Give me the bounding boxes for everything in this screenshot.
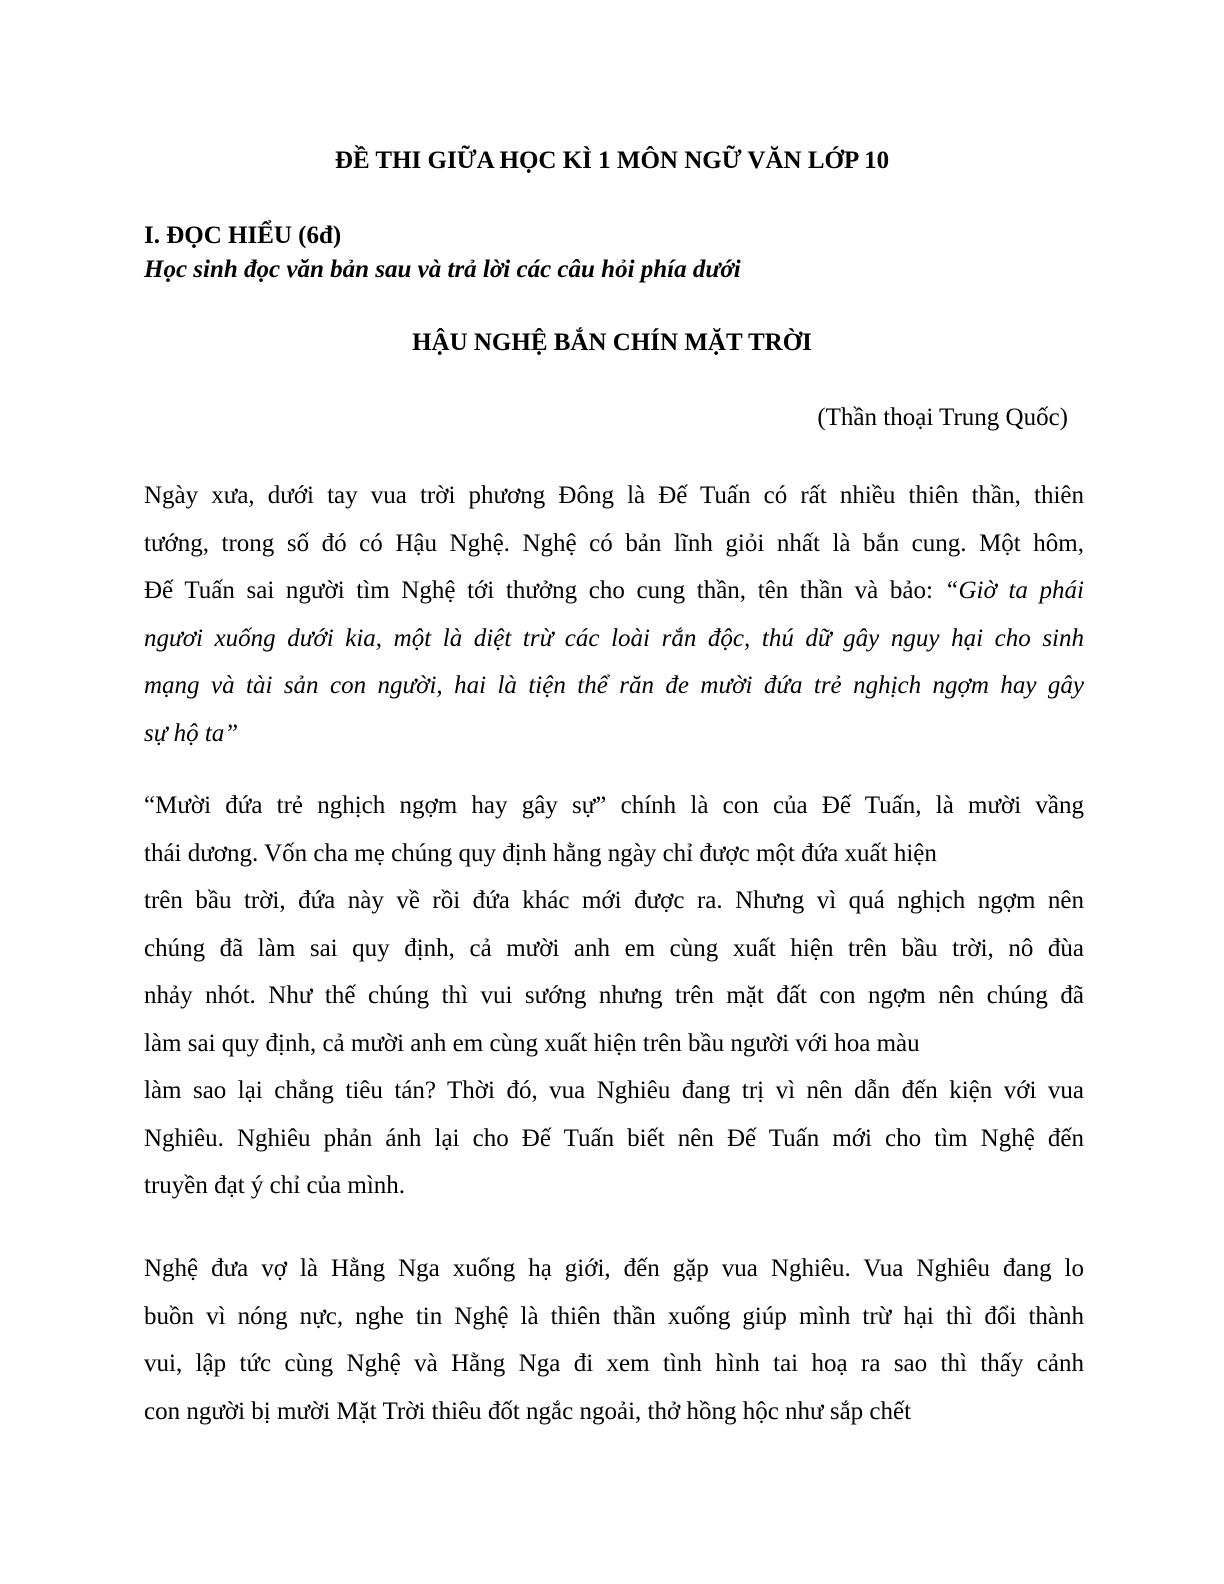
paragraph-3 [144, 1245, 1084, 1435]
quoted-speech-line: ngươi xuống dưới kia, một là diệt trừ các loài rắn độc, thú dữ gây nguy hại cho sinh [144, 624, 1084, 652]
paragraph-line [144, 567, 1084, 615]
paragraph-line: “Mười đứa trẻ nghịch ngợm hay gây sự” chính là con của Đế Tuấn, là mười vầng [144, 792, 1084, 819]
paragraph-line: vui, lập tức cùng Nghệ và Hằng Nga đi xem tình hình tai hoạ ra sao thì thấy cảnh [144, 1350, 1084, 1377]
paragraph-line: Ngày xưa, dưới tay vua trời phương Đông là Đế Tuấn có rất nhiều thiên thần, thiên [144, 482, 1084, 509]
story-title: HẬU NGHỆ BẮN CHÍN MẶT TRỜI [412, 329, 812, 356]
paragraph-line: Nghệ đưa vợ là Hằng Nga xuống hạ giới, đến gặp vua Nghiêu. Vua Nghiêu đang lo [144, 1255, 1084, 1282]
exam-title: ĐỀ THI GIỮA HỌC KÌ 1 MÔN NGỮ VĂN LỚP 10 [334, 147, 890, 174]
paragraph-line: chúng đã làm sai quy định, cả mười anh em cùng xuất hiện trên bầu trời, nô đùa [144, 934, 1084, 962]
paragraph-line: con người bị mười Mặt Trời thiêu đốt ngắc ngoải, thở hồng hộc như sắp chết [144, 1397, 912, 1425]
paragraph-line: Nghiêu. Nghiêu phản ánh lại cho Đế Tuấn biết nên Đế Tuấn mới cho tìm Nghệ đến [144, 1124, 1084, 1152]
paragraph-1 [144, 472, 1084, 757]
paragraph-line: buồn vì nóng nực, nghe tin Nghệ là thiên thần xuống giúp mình trừ hại thì đổi thành [144, 1302, 1084, 1330]
quoted-speech-line: sự hộ ta” [144, 719, 239, 747]
paragraph-line: làm sai quy định, cả mười anh em cùng xuất hiện trên bầu người với hoa màu [144, 1029, 920, 1057]
paragraph-line: trên bầu trời, đứa này về rồi đứa khác mới được ra. Nhưng vì quá nghịch ngợm nên [144, 887, 1084, 914]
paragraph-line: tướng, trong số đó có Hậu Nghệ. Nghệ có bản lĩnh giỏi nhất là bắn cung. Một hôm, [144, 529, 1084, 557]
paragraph-line: làm sao lại chẳng tiêu tán? Thời đó, vua Nghiêu đang trị vì nên dẫn đến kiện với vua [144, 1077, 1084, 1104]
paragraph-text: Đế Tuấn sai người tìm Nghệ tới thưởng cho cung thần, tên thần và bảo: [144, 577, 945, 604]
paragraph-line: thái dương. Vốn cha mẹ chúng quy định hằng ngày chỉ được một đứa xuất hiện [144, 839, 937, 867]
section-heading: I. ĐỌC HIỂU (6đ) [144, 222, 342, 249]
story-source: (Thần thoại Trung Quốc) [817, 404, 1068, 431]
quoted-speech-line: mạng và tài sản con người, hai là tiện thể răn đe mười đứa trẻ nghịch ngợm hay gây [144, 672, 1084, 699]
paragraph-line: truyền đạt ý chỉ của mình. [144, 1172, 406, 1199]
quoted-speech: “Giờ ta phái [944, 577, 1084, 604]
paragraph-2 [144, 782, 1084, 1210]
paragraph-line: nhảy nhót. Như thế chúng thì vui sướng nhưng trên mặt đất con ngợm nên chúng đã [144, 982, 1084, 1009]
reading-instruction: Học sinh đọc văn bản sau và trả lời các câu hỏi phía dưới [144, 256, 741, 283]
